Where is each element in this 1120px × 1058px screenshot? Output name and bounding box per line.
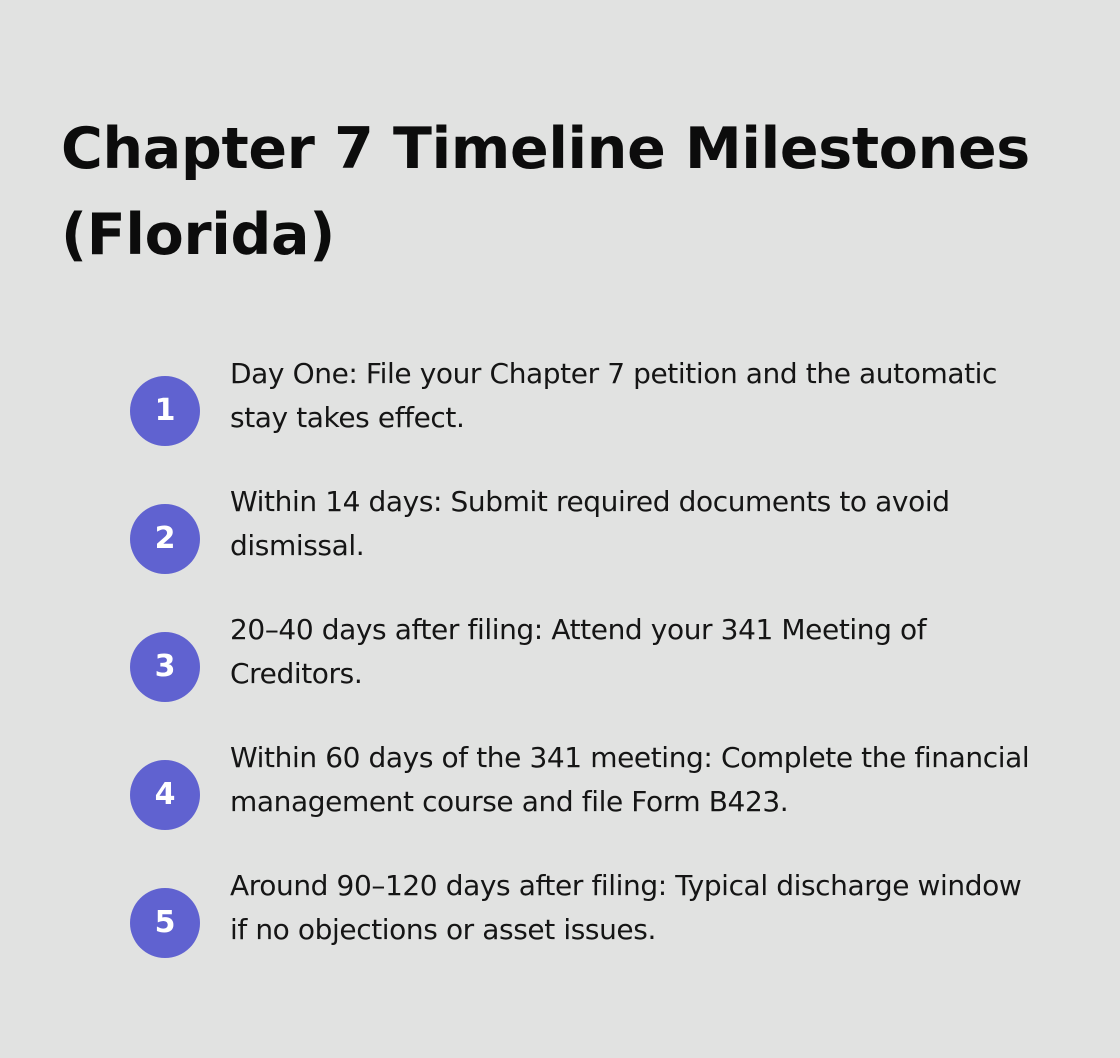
step-number-badge: 3 [130, 632, 200, 702]
milestone-text: Within 14 days: Submit required documents to avoid dismissal. [230, 485, 950, 562]
milestone-item [130, 613, 1030, 728]
milestone-text: Within 60 days of the 341 meeting: Complete the financial management course and file Form B423. [230, 741, 1030, 818]
milestone-item [130, 869, 1030, 984]
milestone-item [130, 741, 1030, 856]
step-number-badge: 5 [130, 888, 200, 958]
milestone-text: 20–40 days after filing: Attend your 341 Meeting of Creditors. [230, 613, 927, 690]
milestone-text: Around 90–120 days after filing: Typical discharge window if no objections or asset issues. [230, 869, 1022, 946]
milestone-item [130, 485, 1030, 600]
milestone-item [130, 357, 1030, 472]
step-number-badge: 1 [130, 376, 200, 446]
step-number-badge: 4 [130, 760, 200, 830]
step-number-badge: 2 [130, 504, 200, 574]
milestone-text: Day One: File your Chapter 7 petition and the automatic stay takes effect. [230, 357, 998, 434]
page-title: Chapter 7 Timeline Milestones (Florida) [61, 116, 1030, 268]
